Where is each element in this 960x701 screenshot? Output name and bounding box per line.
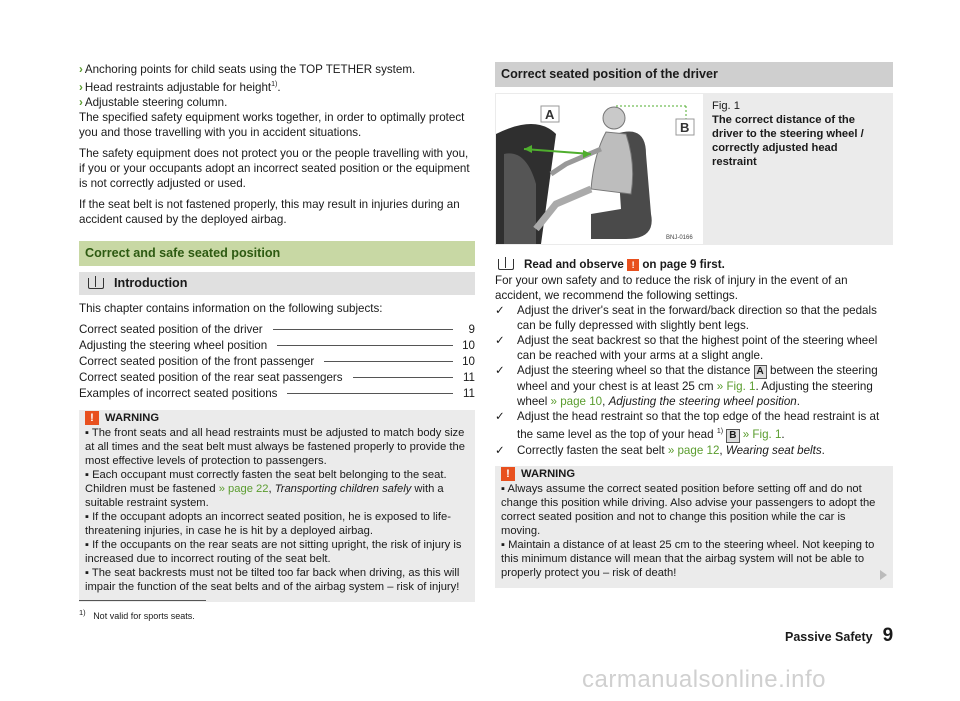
checklist (495, 303, 893, 458)
intro-text: This chapter contains information on the following subjects: (79, 301, 383, 315)
warning-box (495, 466, 893, 588)
warning-item: ▪ The front seats and all head restraints must be adjusted to match body size at all times and the seat belt must always be fastened properly to provide the most effective levels of protection to passengers. (85, 426, 465, 467)
warning-icon: ! (627, 259, 639, 271)
label-a: A (545, 107, 555, 122)
footnote: $^{1)}$ Not valid for sports seats. (79, 608, 195, 621)
footer-section-title: Passive Safety (785, 630, 873, 644)
paragraph: The specified safety equipment works together, in order to optimally protect you and those travelling with you in accident situations. (79, 110, 465, 139)
warning-icon: ! (501, 467, 515, 481)
list-item: ✓ Correctly fasten the seat belt » page 12, Wearing seat belts. (495, 443, 825, 457)
section-heading: Correct seated position of the driver (495, 62, 893, 87)
figure-code: BNJ-0166 (666, 235, 693, 241)
toc-entry[interactable]: Correct seated position of the rear seat passengers 11 (79, 370, 475, 384)
warning-item: ▪ Maintain a distance of at least 25 cm to the steering wheel. Not keeping to this minimum distance will mean that the airbag system will not be able to properly protect you – risk of death! (501, 538, 875, 579)
check-icon: ✓ (495, 304, 505, 317)
list-item: › Anchoring points for child seats using the TOP TETHER system. (79, 63, 416, 76)
page-link[interactable]: » page 22 (218, 482, 269, 495)
section-heading: Correct and safe seated position (79, 241, 475, 266)
footnote-divider (79, 600, 206, 601)
driver-seat-illustration (496, 94, 703, 244)
toc-entry[interactable]: Examples of incorrect seated positions 11 (79, 386, 475, 400)
book-icon (88, 278, 104, 289)
warning-item: ▪ Always assume the correct seated position before setting off and do not change this position while driving. Also advise your passengers to adopt the correct seated position and not to change this position while the car is moving. (501, 482, 876, 537)
figure-image (496, 94, 703, 244)
warning-item: ▪ The seat backrests must not be tilted too far back when driving, as this will impair the function of the seat belts and of the airbag system – risk of injury! (85, 566, 460, 593)
list-item: ✓ Adjust the steering wheel so that the distance A between the steering wheel and your chest is at least 25 cm » Fig. 1. Adjusting the steering wheel » page 10, Adjusting the steering wheel position. (495, 364, 878, 408)
page-link[interactable]: » page 10 (550, 395, 603, 408)
figure (495, 93, 893, 245)
chevron-right-icon: › (79, 80, 83, 94)
warning-box (79, 410, 475, 602)
list-item: › Head restraints adjustable for height$^{1)}$. (79, 80, 281, 94)
page-number: 9 (882, 625, 894, 646)
intro-heading: Introduction (79, 272, 475, 295)
watermark: carmanualsonline.info (582, 666, 826, 693)
left-column (79, 62, 475, 602)
list-item: › Adjustable steering column. (79, 95, 228, 109)
feature-list (79, 62, 475, 110)
figure-caption: Fig. 1 The correct distance of the driver to the steering wheel / correctly adjusted head restraint (712, 100, 864, 168)
list-item: ✓ Adjust the seat backrest so that the highest point of the steering wheel can be reached with your arms at a slight angle. (495, 334, 878, 362)
warning-item: ▪ If the occupants on the rear seats are not sitting upright, the risk of injury is increased due to incorrect routing of the seat belt. (85, 538, 462, 565)
page-footer (785, 625, 894, 646)
toc-entry[interactable]: Correct seated position of the driver 9 (79, 322, 475, 336)
paragraph: For your own safety and to reduce the risk of injury in the event of an accident, we recommend the following settings. (495, 274, 848, 302)
page-link[interactable]: » page 12 (667, 443, 720, 457)
book-icon (498, 259, 514, 270)
right-column (495, 62, 893, 588)
figure-link[interactable]: » Fig. 1 (742, 427, 782, 441)
figure-link[interactable]: » Fig. 1 (716, 380, 756, 393)
check-icon: ✓ (495, 410, 505, 423)
continue-arrow-icon (880, 570, 887, 580)
check-icon: ✓ (495, 443, 505, 457)
chevron-right-icon: › (79, 63, 83, 76)
paragraph: If the seat belt is not fastened properly, this may result in injuries during an accident caused by the deployed airbag. (79, 197, 460, 226)
toc-entry[interactable]: Adjusting the steering wheel position 10 (79, 338, 475, 352)
warning-item: ▪ Each occupant must correctly fasten the seat belt belonging to the seat. Children must be fastened » page 22, Transporting children safely with a suitable restraint system. (85, 468, 447, 509)
chevron-right-icon: › (79, 95, 83, 109)
check-icon: ✓ (495, 364, 505, 377)
table-of-contents (79, 322, 475, 402)
paragraph: The safety equipment does not protect you or the people travelling with you, if you or your occupants adopt an incorrect seated position or the equipment is not correctly adjusted or used. (79, 146, 470, 190)
label-b: B (680, 120, 690, 135)
list-item: ✓ Adjust the head restraint so that the top edge of the head restraint is at the same level as the top of your head $^{1)}$ B » Fig. 1. (495, 410, 880, 441)
warning-header: ! WARNING (79, 410, 469, 426)
check-icon: ✓ (495, 334, 505, 347)
warning-item: ▪ If the occupant adopts an incorrect seated position, he is exposed to life-threatening injuries, in case he is hit by a deployed airbag. (85, 510, 451, 537)
list-item: ✓ Adjust the driver's seat in the forward/back direction so that the pedals can be fully depressed with slightly bent legs. (495, 304, 877, 332)
read-observe-line: Read and observe ! on page 9 first. (495, 257, 893, 272)
warning-header: ! WARNING (495, 466, 887, 482)
warning-icon: ! (85, 411, 99, 425)
footnote-ref[interactable]: 1) (271, 81, 278, 88)
toc-entry[interactable]: Correct seated position of the front passenger 10 (79, 354, 475, 368)
